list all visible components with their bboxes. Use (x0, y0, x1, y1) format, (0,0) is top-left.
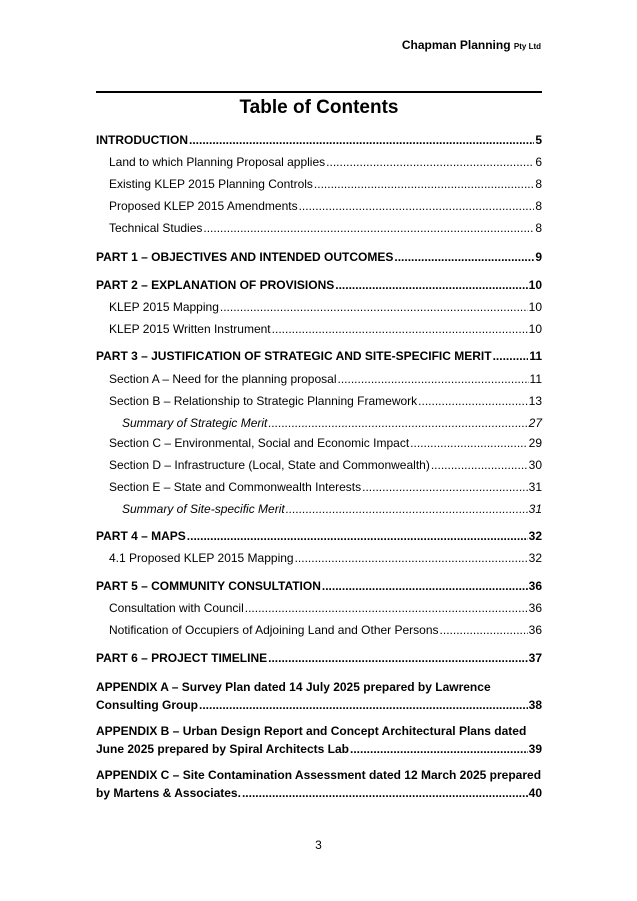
appendix-title-line2-row (96, 784, 542, 802)
toc-entry-page: 30 (528, 458, 542, 472)
toc-leader (338, 372, 529, 387)
toc-entry-text: Summary of Site-specific Merit (122, 502, 285, 516)
toc-entry-text: Technical Studies (109, 221, 203, 235)
toc-entry-text: PART 4 – MAPS (96, 529, 186, 543)
toc-entry-text: Section C – Environmental, Social and Economic Impact (109, 436, 410, 450)
toc-entry-page: 8 (535, 221, 542, 235)
toc-entry-text: Land to which Planning Proposal applies (109, 155, 326, 169)
toc-leader (314, 177, 534, 192)
toc-entry-text: Existing KLEP 2015 Planning Controls (109, 177, 313, 191)
toc-leader (245, 601, 528, 616)
toc-entry-page: 9 (535, 250, 542, 264)
toc-leader (322, 579, 528, 594)
toc-entry-text: Consultation with Council (109, 601, 244, 615)
toc-entry-text: KLEP 2015 Written Instrument (109, 322, 271, 336)
toc-entry-text: Section E – State and Commonwealth Interests (109, 480, 362, 494)
toc-leader (286, 502, 528, 517)
toc-entry-page: 11 (529, 349, 542, 363)
toc-entry-page: 27 (528, 416, 542, 430)
toc-appendix (96, 722, 542, 758)
toc-entry (96, 133, 542, 148)
toc-entry (109, 394, 542, 409)
toc-entry-text: PART 3 – JUSTIFICATION OF STRATEGIC AND SITE-SPECIFIC MERIT (96, 349, 492, 363)
toc-entry-page: 36 (528, 601, 542, 615)
toc-leader (268, 651, 528, 666)
toc-entry-text: PART 6 – PROJECT TIMELINE (96, 651, 268, 665)
appendix-title-line2: by Martens & Associates. (96, 786, 241, 800)
appendix-page: 38 (528, 698, 542, 712)
toc-leader (394, 250, 534, 265)
toc-entry-page: 31 (528, 502, 542, 516)
toc-entry (96, 651, 542, 666)
toc-entry-page: 13 (528, 394, 542, 408)
toc-entry-page: 32 (528, 551, 542, 565)
toc-entry-page: 6 (535, 155, 542, 169)
toc-entry-page: 10 (528, 278, 542, 292)
toc-entry-page: 36 (528, 579, 542, 593)
appendix-title-line2-row (96, 740, 542, 758)
toc-entry (109, 458, 542, 473)
toc-entry-page: 32 (528, 529, 542, 543)
toc-entry (109, 300, 542, 315)
page-number: 3 (315, 838, 322, 852)
header-organisation (402, 38, 541, 52)
toc-leader (268, 416, 527, 431)
toc-entry (109, 601, 542, 616)
toc-entry (96, 529, 542, 544)
toc-entry-text: PART 2 – EXPLANATION OF PROVISIONS (96, 278, 335, 292)
appendix-title-line2-row (96, 696, 542, 714)
toc-leader (362, 480, 528, 495)
toc-entry-page: 37 (528, 651, 542, 665)
header-org-suffix: Pty Ltd (513, 42, 541, 51)
toc-appendix (96, 766, 542, 802)
toc-leader (295, 551, 528, 566)
toc-entry-text: Notification of Occupiers of Adjoining Land and Other Persons (109, 623, 439, 637)
toc-entry-page: 31 (528, 480, 542, 494)
toc-entry (109, 177, 542, 192)
toc-entry-text: Summary of Strategic Merit (122, 416, 268, 430)
toc-entry-page: 36 (528, 623, 542, 637)
appendix-title-line1: APPENDIX B – Urban Design Report and Concept Architectural Plans dated (96, 724, 527, 738)
toc-leader (493, 349, 529, 364)
toc-entry-text: Proposed KLEP 2015 Amendments (109, 199, 298, 213)
toc-leader (220, 300, 528, 315)
toc-entry (109, 155, 542, 170)
toc-entry-page: 10 (528, 322, 542, 336)
toc-entry (109, 372, 542, 387)
toc-entry (96, 250, 542, 265)
toc-leader (187, 529, 528, 544)
toc-entry (122, 502, 542, 517)
toc-leader (335, 278, 527, 293)
toc-entry-page: 8 (535, 199, 542, 213)
toc-leader (242, 784, 528, 802)
appendix-title-line1: APPENDIX A – Survey Plan dated 14 July 2025 prepared by Lawrence (96, 680, 491, 694)
toc-entry (109, 436, 542, 451)
toc-entry-page: 10 (528, 300, 542, 314)
toc-entry-text: PART 1 – OBJECTIVES AND INTENDED OUTCOMES (96, 250, 394, 264)
toc-entry (109, 551, 542, 566)
toc-entry-text: 4.1 Proposed KLEP 2015 Mapping (109, 551, 294, 565)
toc-entry (109, 221, 542, 236)
toc-entry-page: 29 (528, 436, 542, 450)
toc-entry (96, 278, 542, 293)
appendix-title-line2: June 2025 prepared by Spiral Architects Lab (96, 742, 349, 756)
toc-leader (431, 458, 528, 473)
toc-entry (109, 322, 542, 337)
appendix-page: 39 (528, 742, 542, 756)
toc-leader (326, 155, 534, 170)
toc-leader (299, 199, 535, 214)
toc-entry-text: Section B – Relationship to Strategic Planning Framework (109, 394, 418, 408)
toc-entry (109, 480, 542, 495)
header-org-name: Chapman Planning (401, 38, 511, 52)
toc-leader (440, 623, 528, 638)
toc-entry-text: Section A – Need for the planning proposal (109, 372, 337, 386)
header-rule (96, 91, 542, 93)
appendix-title-line1: APPENDIX C – Site Contamination Assessment dated 12 March 2025 prepared (96, 768, 542, 782)
toc-leader (410, 436, 527, 451)
toc-entry-text: KLEP 2015 Mapping (109, 300, 219, 314)
page-title: Table of Contents (239, 97, 399, 118)
appendix-title-line2: Consulting Group (96, 698, 198, 712)
toc-entry-text: Section D – Infrastructure (Local, State and Commonwealth) (109, 458, 430, 472)
toc-entry-page: 11 (529, 372, 542, 386)
toc-leader (203, 221, 534, 236)
toc-leader (350, 740, 528, 758)
toc-entry (109, 199, 542, 214)
appendix-page: 40 (528, 786, 542, 800)
toc-entry-page: 5 (535, 133, 542, 147)
toc-entry-page: 8 (535, 177, 542, 191)
toc-leader (199, 696, 528, 714)
toc-leader (189, 133, 534, 148)
toc-entry-text: PART 5 – COMMUNITY CONSULTATION (96, 579, 321, 593)
toc-leader (272, 322, 528, 337)
toc-leader (418, 394, 527, 409)
toc-entry (109, 623, 542, 638)
toc-entry (96, 579, 542, 594)
toc-entry (96, 349, 542, 364)
toc-entry-text: INTRODUCTION (96, 133, 188, 147)
toc-appendix (96, 678, 542, 714)
toc-entry (122, 416, 542, 431)
